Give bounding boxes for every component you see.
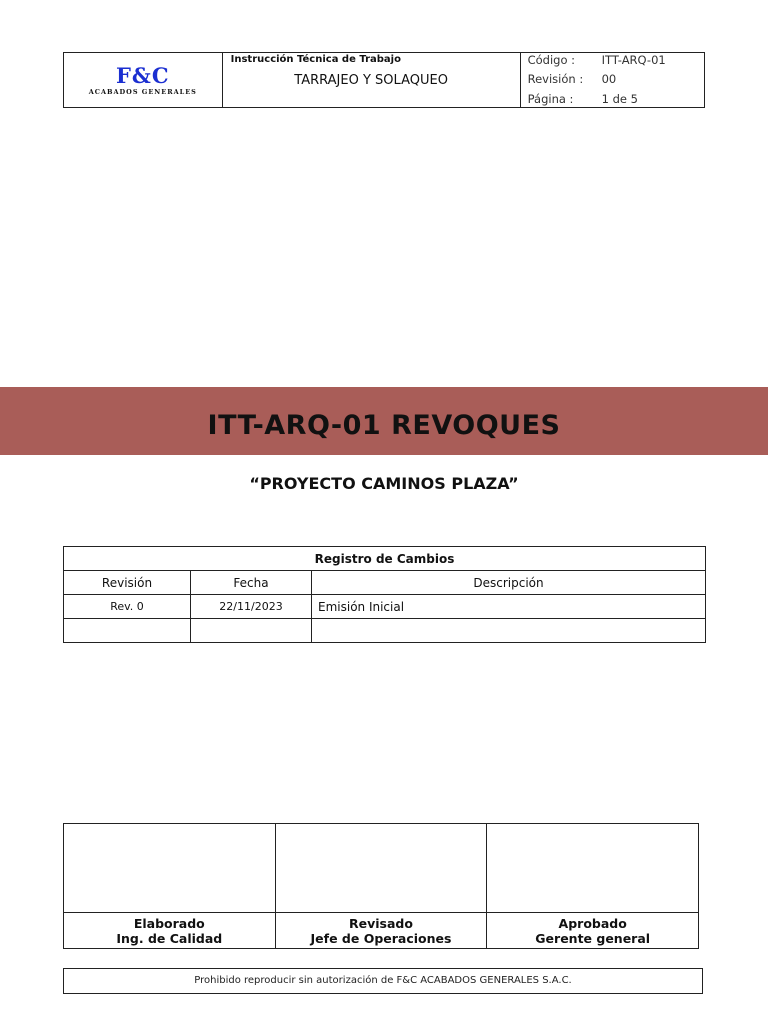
meta-code bbox=[528, 53, 666, 67]
signature-revisado bbox=[275, 913, 487, 949]
cell-description: Emisión Inicial bbox=[312, 595, 706, 619]
document-title: TARRAJEO Y SOLAQUEO bbox=[294, 73, 448, 88]
signature-space-row bbox=[64, 824, 699, 913]
meta-code-value: ITT-ARQ-01 bbox=[601, 53, 666, 67]
meta-page bbox=[528, 92, 638, 106]
document-type: Instrucción Técnica de Trabajo bbox=[230, 54, 401, 65]
meta-page-value: 1 de 5 bbox=[601, 92, 638, 106]
company-logo: F&C bbox=[116, 62, 170, 88]
cell-revision: Rev. 0 bbox=[64, 595, 191, 619]
banner-title: ITT-ARQ-01 REVOQUES bbox=[0, 387, 768, 455]
logo-cell bbox=[64, 53, 223, 108]
signature-position: Ing. de Calidad bbox=[116, 930, 223, 946]
change-log-table bbox=[63, 546, 706, 643]
cell-date: 22/11/2023 bbox=[191, 595, 312, 619]
header-description: Descripción bbox=[312, 571, 706, 595]
meta-revision-label: Revisión : bbox=[527, 72, 584, 86]
signature-aprobado bbox=[487, 913, 699, 949]
change-log-title: Registro de Cambios bbox=[64, 547, 706, 571]
signature-space-elaborado bbox=[64, 824, 276, 913]
project-title: “PROYECTO CAMINOS PLAZA” bbox=[249, 474, 519, 493]
cell-description bbox=[312, 619, 706, 643]
signature-space-revisado bbox=[275, 824, 487, 913]
header-date: Fecha bbox=[191, 571, 312, 595]
signature-role: Aprobado bbox=[558, 915, 627, 931]
signature-table bbox=[63, 823, 699, 949]
company-logo-subtitle: ACABADOS GENERALES bbox=[88, 87, 197, 96]
title-cell bbox=[222, 53, 520, 108]
signature-position: Jefe de Operaciones bbox=[310, 930, 452, 946]
table-row bbox=[64, 619, 706, 643]
signature-role: Elaborado bbox=[133, 915, 205, 931]
footer-notice: Prohibido reproducir sin autorización de F&C ACABADOS GENERALES S.A.C. bbox=[63, 968, 703, 994]
signature-label-row bbox=[64, 913, 699, 949]
meta-code-label: Código : bbox=[527, 53, 576, 67]
cell-revision bbox=[64, 619, 191, 643]
meta-revision bbox=[528, 72, 617, 86]
meta-page-label: Página : bbox=[527, 92, 574, 106]
meta-revision-value: 00 bbox=[601, 72, 617, 86]
document-header bbox=[63, 52, 705, 108]
header-revision: Revisión bbox=[64, 571, 191, 595]
signature-space-aprobado bbox=[487, 824, 699, 913]
table-row bbox=[64, 595, 706, 619]
signature-elaborado bbox=[64, 913, 276, 949]
cell-date bbox=[191, 619, 312, 643]
change-log-header-row bbox=[64, 571, 706, 595]
signature-position: Gerente general bbox=[535, 930, 651, 946]
signature-role: Revisado bbox=[349, 915, 413, 931]
meta-cell bbox=[520, 53, 704, 108]
